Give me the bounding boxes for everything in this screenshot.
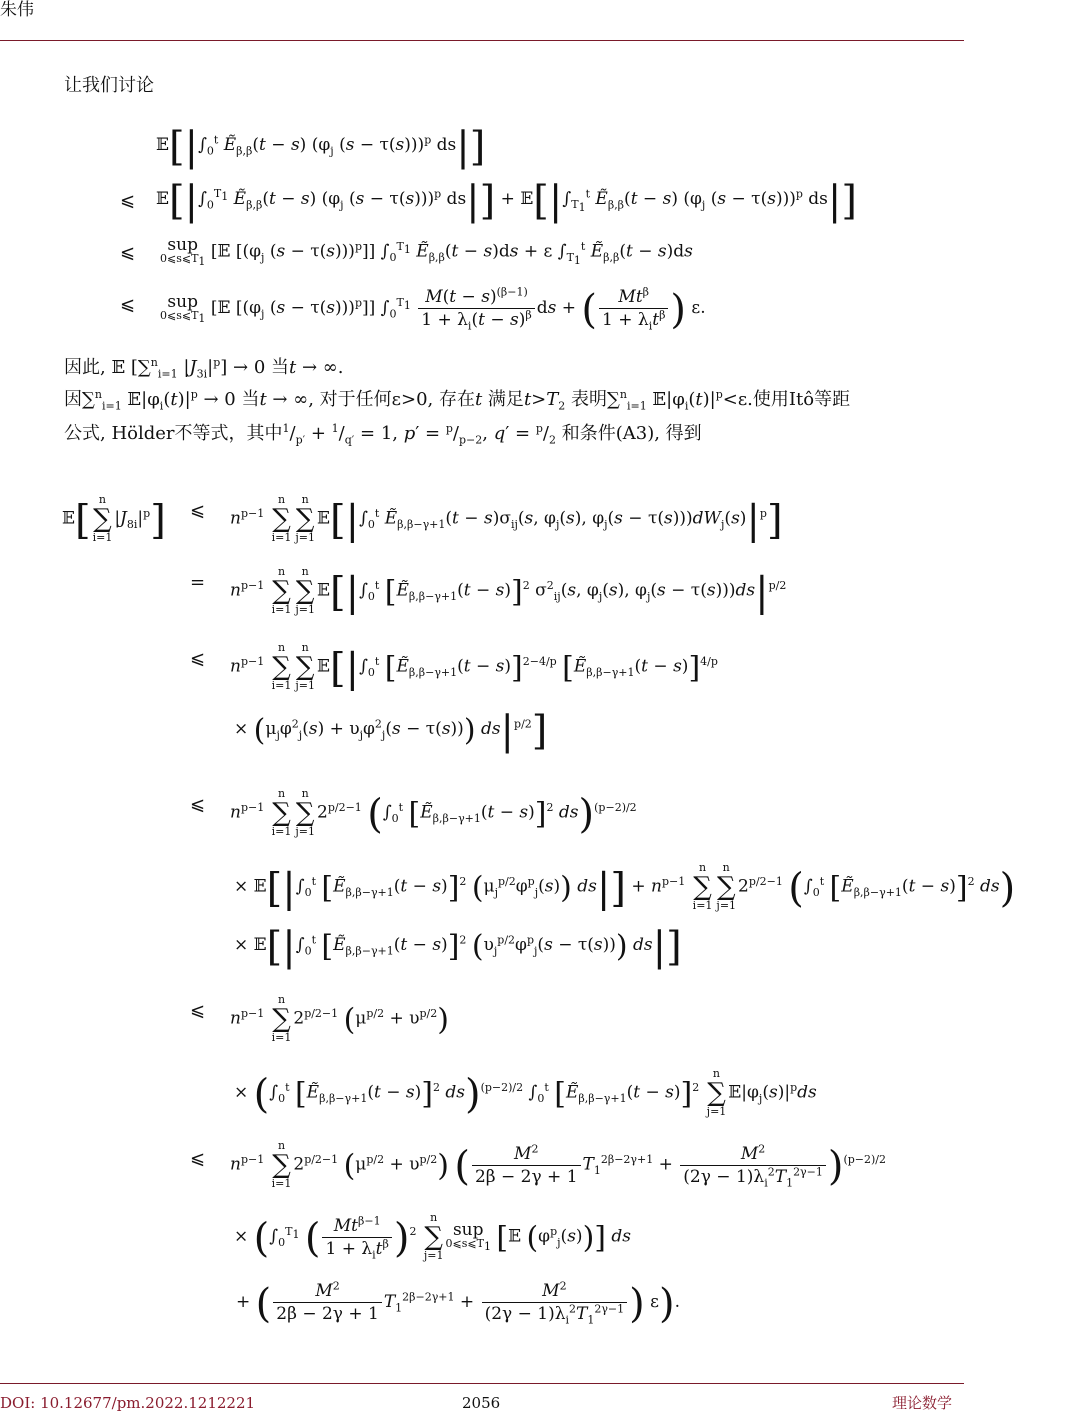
equation-line-1: $𝔼[|\int_0^t$ Ẽ$_{\beta,\beta}$(t − s) ($\varphi_j$ (s − τ(s)))$^p$ ds|]	[156, 124, 486, 170]
relation-eq-1: =	[190, 572, 206, 593]
equation-J8-line-9: × ($\int_0^t$ [Ẽ$_{\beta,\beta-\gamma+1}$(t − s)]$^2$ ds)$^{(p-2)/2}$ $\int_0^t$ [Ẽ$_{\beta,\beta-\gamma+1}$(t − s)]$^2$ n ∑ j=1 $𝔼|\varphi_j(s)|^pds$	[234, 1067, 817, 1118]
equation-J8-line-8: $n^{p-1}$ n ∑ i=1 $2^{p/2-1}$ $(\mu^{p/2} + \upsilon^{p/2})$	[230, 993, 449, 1044]
sup-operator: sup	[167, 291, 198, 312]
conclusion-line: 因此, 𝔼 [∑$^n_{i=1}$ $|J_{3i}|^p] \to 0$ 当t → ∞.	[64, 356, 344, 381]
relation-leq-6: ⩽	[190, 794, 206, 815]
relation-leq-3: ⩽	[120, 294, 136, 315]
running-header-author: 朱伟	[0, 0, 34, 20]
equation-J8-line-7: × $𝔼[|\int_0^t$ [Ẽ$_{\beta,\beta-\gamma+1}$(t − s)]$^2$ $(\upsilon_j^{p/2}\varphi^p_j(s - \tau(s)))$ ds|]	[234, 924, 682, 970]
equation-J8-line-11: × ($\int_0^{T_1}$ ( $\frac{Mt^{\beta-1}}{1 + \lambda_it^\beta}$ )$^2$ n ∑ j=1 sup $0⩽s⩽T_1$ [𝔼 $(\varphi^p_j(s))$] ds	[234, 1211, 632, 1262]
footer-doi[interactable]: DOI: 10.12677/pm.2022.1212221	[0, 1394, 256, 1412]
expectation-symbol: 𝔼	[156, 189, 169, 209]
footer-page-number: 2056	[462, 1394, 501, 1412]
footer-journal-name[interactable]: 理论数学	[892, 1394, 953, 1412]
footer-rule	[0, 1383, 964, 1384]
header-rule	[0, 40, 964, 41]
relation-leq-4: ⩽	[190, 500, 206, 521]
relation-leq-5: ⩽	[190, 648, 206, 669]
equation-J8-line-3: $n^{p-1}$ n ∑ i=1 n ∑ j=1 $𝔼[|\int_0^t$ [Ẽ$_{\beta,\beta-\gamma+1}$(t − s)]$^{2-4/p}$ [Ẽ$_{\beta,\beta-\gamma+1}$(t − s)]$^{4/p}$	[230, 641, 718, 692]
lhs-expectation-J8: 𝔼[ n ∑ i=1 $|J_{8i}|^p$]	[62, 493, 166, 544]
equation-J8-line-10: $n^{p-1}$ n ∑ i=1 $2^{p/2-1}$ $(\mu^{p/2} + \upsilon^{p/2})$ ( $\frac{M^2}{2\beta - 2\gamma + 1}$ $T_1^{2\beta-2\gamma+1}$ + $\frac{M^2}{(2\gamma - 1)\lambda_i^2T_1^{2\gamma-1}}$ )$^{(p-2)/2}$	[230, 1139, 887, 1190]
paragraph-line-3: 公式, Hölder不等式，其中$^1/_{p'} + ^1/_{q'} = 1$, $p' = ^p/_{p-2}$, $q' = ^p/_2$ 和条件(A3), 得到	[64, 422, 702, 447]
paragraph-line-2: 因∑$^n_{i=1}$ $𝔼|\varphi_i(t)|^p \to 0$ 当t → ∞, 对于任何ε>0, 存在t 满足$t>T_2$ 表明∑$^n_{i=1}$ $𝔼|\varphi_i(t)|^p<\varepsilon$.使用Itô等距	[64, 388, 851, 413]
relation-leq-7: ⩽	[190, 1000, 206, 1021]
sup-operator: sup	[167, 235, 198, 255]
equation-J8-line-12: + ( $\frac{M^2}{2\beta - 2\gamma + 1}$ $T_1^{2\beta-2\gamma+1}$ + $\frac{M^2}{(2\gamma - 1)\lambda_i^2T_1^{2\gamma-1}}$ ) ε).	[236, 1279, 680, 1327]
relation-leq-1: ⩽	[120, 190, 136, 211]
intro-text: 让我们讨论	[64, 75, 154, 96]
equation-J8-line-6: × $𝔼[|\int_0^t$ [Ẽ$_{\beta,\beta-\gamma+1}$(t − s)]$^2$ $(\mu_j^{p/2}\varphi^p_j(s)) ds|] + n^{p-1}$ n ∑ i=1 n ∑ j=1 $2^{p/2-1}$ ($\int_0^t$ [Ẽ$_{\beta,\beta-\gamma+1}$(t − s)]$^2$ ds)	[234, 861, 1016, 912]
equation-J8-line-5: $n^{p-1}$ n ∑ i=1 n ∑ j=1 $2^{p/2-1}$ ($\int_0^t$ [Ẽ$_{\beta,\beta-\gamma+1}$(t − s)]$^2$ ds)$^{(p-2)/2}$	[230, 787, 637, 838]
equation-line-4: sup $0⩽s⩽T_1$ [𝔼 [($\varphi_j$ (s − τ(s)))$^p$]] $\int_0^{T_1}$ $\frac{M(t - s)^{(\beta-1)}}{1 + \lambda_i(t - s)^\beta}$ ds + ( $\frac{Mt^\beta}{1 + \lambda_it^\beta}$ ) ε.	[160, 285, 706, 333]
equation-J8-line-1: $n^{p-1}$ n ∑ i=1 n ∑ j=1 $𝔼[|\int_0^t$ Ẽ$_{\beta,\beta-\gamma+1}$(t − $s)\sigma_{ij}(s$, $\varphi_j(s)$, $\varphi_j(s - \tau(s)))dW_j(s)|^p$]	[230, 493, 783, 544]
relation-leq-8: ⩽	[190, 1148, 206, 1169]
equation-line-2: $𝔼[|\int_0^{T_1}$ Ẽ$_{\beta,\beta}$(t − s) ($\varphi_j$ (s − τ(s)))$^p$ $ds|] + 𝔼[|\int_{T_1}^t$ Ẽ$_{\beta,\beta}$(t − s) ($\varphi_j$ (s − τ(s)))$^p$ ds|]	[156, 178, 857, 224]
equation-J8-line-4: × $(\mu_j\varphi^2_j(s) + \upsilon_j\varphi^2_j(s - \tau(s)))$ $ds|^{p/2}$]	[234, 708, 548, 754]
relation-leq-2: ⩽	[120, 242, 136, 263]
equation-line-3: sup $0⩽s⩽T_1$ [𝔼 [($\varphi_j$ (s − τ(s)))$^p$]] $\int_0^{T_1}$ Ẽ$_{\beta,\beta}$(t − s)ds + ε $\int_{T_1}^t$ Ẽ$_{\beta,\beta}$(t − s)ds	[160, 235, 693, 269]
equation-J8-line-2: $n^{p-1}$ n ∑ i=1 n ∑ j=1 $𝔼[|\int_0^t$ [Ẽ$_{\beta,\beta-\gamma+1}$(t − s)]$^2$ $\sigma^2_{ij}(s$, $\varphi_j(s)$, $\varphi_j(s - \tau(s)))ds|^{p/2}$	[230, 565, 787, 616]
expectation-symbol: 𝔼	[156, 135, 169, 155]
